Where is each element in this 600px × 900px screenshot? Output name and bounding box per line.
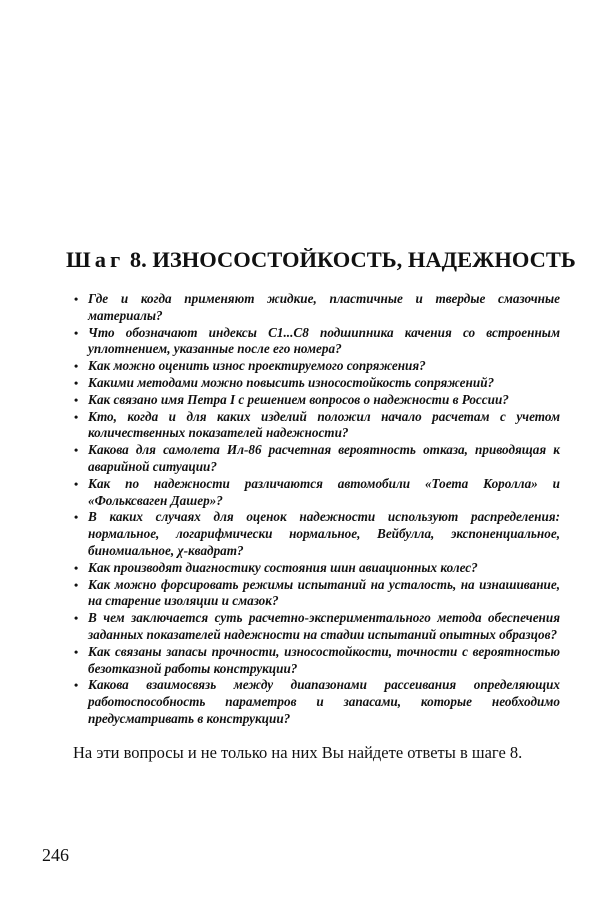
question-list — [74, 291, 560, 728]
question-text: Как производят диагностику состояния шин авиационных колес? — [88, 559, 478, 575]
bullet-icon: • — [74, 577, 79, 592]
question-text: Какими методами можно повысить износостойкость сопряжений? — [88, 374, 495, 390]
question-item — [74, 291, 560, 325]
question-item — [74, 392, 560, 409]
question-item — [74, 644, 560, 678]
heading-step-word: Шаг — [66, 247, 125, 272]
heading-title: 8. ИЗНОСОСТОЙКОСТЬ, НАДЕЖНОСТЬ — [129, 247, 576, 272]
question-item — [74, 677, 560, 727]
question-text: Как связано имя Петра I с решением вопросов о надежности в России? — [88, 391, 509, 407]
question-item — [74, 358, 560, 375]
closing-paragraph: На эти вопросы и не только на них Вы найдете ответы в шаге 8. — [73, 743, 523, 762]
question-item — [74, 409, 560, 443]
question-item — [74, 325, 560, 359]
question-item — [74, 476, 560, 510]
question-item — [74, 442, 560, 476]
bullet-icon: • — [74, 611, 79, 626]
bullet-icon: • — [74, 409, 79, 424]
bullet-icon: • — [74, 510, 79, 525]
question-text: В чем заключается суть расчетно-экспериментального метода обеспечения заданных показателей надежности на стадии испытаний опытных образцов? — [88, 610, 560, 642]
bullet-icon: • — [74, 678, 79, 693]
question-text: Как по надежности различаются автомобили «Тоета Королла» и «Фольксваген Дашер»? — [88, 475, 560, 508]
page-number: 246 — [42, 845, 69, 865]
question-text: Какова взаимосвязь между диапазонами рассеивания определяющих работоспособность параметров и запасами, которые необходимо предусматривать в конструкции? — [88, 677, 560, 726]
bullet-icon: • — [74, 560, 79, 575]
question-item — [74, 577, 560, 611]
bullet-icon: • — [74, 375, 79, 390]
bullet-icon: • — [74, 443, 79, 458]
bullet-icon: • — [74, 292, 79, 306]
chapter-heading — [66, 246, 576, 274]
question-item — [74, 375, 560, 392]
question-item — [74, 509, 560, 559]
bullet-icon: • — [74, 392, 79, 407]
question-text: В каких случаях для оценок надежности используют распределения: нормальное, логарифмически нормальное, Вейбулла, экспоненциальное, биномиальное, χ-квадрат? — [88, 509, 560, 558]
question-text: Какова для самолета Ил-86 расчетная вероятность отказа, приводящая к аварийной ситуации? — [88, 442, 560, 474]
question-text: Как можно форсировать режимы испытаний на усталость, на изнашивание, на старение изоляции и смазок? — [88, 576, 560, 609]
bullet-icon: • — [74, 325, 79, 340]
question-text: Как связаны запасы прочности, износостойкости, точности с вероятностью безотказной работы конструкции? — [88, 643, 560, 676]
question-text: Где и когда применяют жидкие, пластичные и твердые смазочные материалы? — [88, 291, 560, 323]
question-text: Кто, когда и для каких изделий положил начало расчетам с учетом количественных показателей надежности? — [88, 408, 560, 441]
bullet-icon: • — [74, 359, 79, 374]
question-text: Что обозначают индексы С1...С8 подшипника качения со встроенным уплотнением, указанные после его номера? — [88, 324, 560, 357]
question-text: Как можно оценить износ проектируемого сопряжения? — [88, 358, 426, 374]
question-item — [74, 560, 560, 577]
bullet-icon: • — [74, 644, 79, 659]
question-item — [74, 610, 560, 644]
bullet-icon: • — [74, 476, 79, 491]
